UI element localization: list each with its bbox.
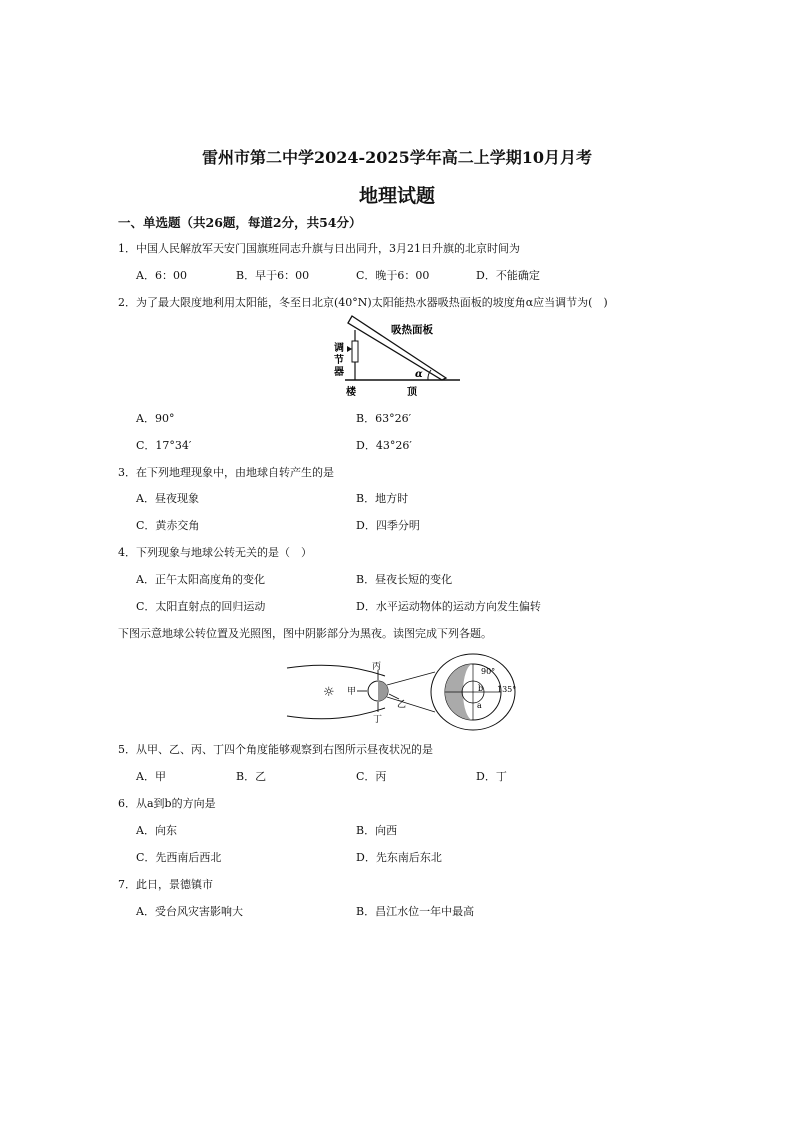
question-1-option-a: A．6：00 [136,269,187,282]
question-2-option-c: C．17°34′ [136,439,192,452]
question-5-option-c: C．丙 [356,770,387,783]
exam-title: 雷州市第二中学2024-2025学年高二上学期10月月考 [202,148,592,167]
regulator-box [352,341,358,362]
regulator-label-3: 器 [334,367,344,378]
regulator-arrow [347,346,352,352]
question-7-stem: 7．此日，景德镇市 [118,878,213,891]
exam-subtitle: 地理试题 [358,185,435,207]
question-3-stem: 3．在下列地理现象中，由地球自转产生的是 [118,466,334,479]
label-90: 90° [481,667,496,676]
label-b: b [478,684,484,693]
question-7-option-b: B．昌江水位一年中最高 [356,905,475,918]
angle-label: α [415,369,423,380]
label-bing: 丙 [372,662,382,672]
question-4-stem: 4．下列现象与地球公转无关的是（ ） [118,546,312,559]
question-2-option-a: A．90° [136,412,175,425]
question-3-option-a: A．昼夜现象 [136,492,199,505]
question-4-option-c: C．太阳直射点的回归运动 [136,600,266,613]
earth-small-night [378,681,388,701]
question-5-stem: 5．从甲、乙、丙、丁四个角度能够观察到右图所示昼夜状况的是 [118,743,433,756]
question-3-option-c: C．黄赤交角 [136,519,200,532]
question-4-option-b: B．昼夜长短的变化 [356,573,453,586]
question-1-option-b: B．早于6：00 [236,269,310,282]
label-135: 135° [497,685,517,694]
question-6-option-c: C．先西南后西北 [136,851,222,864]
question-5-option-b: B．乙 [236,770,267,783]
question-2-stem: 2．为了最大限度地利用太阳能，冬至日北京(40°N)太阳能热水器吸热面板的坡度角α应当调节为( ) [118,296,608,309]
question-6-option-d: D．先东南后东北 [356,851,442,864]
label-jia: 甲 [347,687,357,697]
orbit-illumination-figure [285,650,520,732]
question-3-option-d: D．四季分明 [356,519,420,532]
question-1-option-c: C．晚于6：00 [356,269,430,282]
label-ding: 丁 [373,715,383,725]
question-6-option-b: B．向西 [356,824,398,837]
question-5-option-d: D．丁 [476,770,507,783]
question-2-option-b: B．63°26′ [356,412,412,425]
question-2-option-d: D．43°26′ [356,439,412,452]
section-heading: 一、单选题（共26题，每道2分，共54分） [118,215,362,230]
orbit-upper [287,665,385,676]
roof-label: 顶 [407,387,417,398]
question-3-option-b: B．地方时 [356,492,409,505]
sun-icon: ☼ [323,685,335,700]
building-label: 楼 [346,387,356,398]
question-7-option-a: A．受台风灾害影响大 [136,905,243,918]
regulator-label-2: 节 [334,355,344,366]
question-6-option-a: A．向东 [136,824,177,837]
question-5-option-a: A．甲 [136,770,166,783]
question-1-stem: 1．中国人民解放军天安门国旗班同志升旗与日出同升，3月21日升旗的北京时间为 [118,242,520,255]
question-6-stem: 6．从a到b的方向是 [118,797,216,810]
label-a: a [477,701,482,710]
question-1-option-d: D．不能确定 [476,269,540,282]
panel-label: 吸热面板 [391,324,433,336]
label-yi: 乙 [397,700,407,710]
regulator-label-1: 调 [334,343,344,354]
question-4-option-d: D．水平运动物体的运动方向发生偏转 [356,600,541,613]
zoom-line-bottom [387,697,435,712]
question-4-option-a: A．正午太阳高度角的变化 [136,573,265,586]
figure-intro: 下图示意地球公转位置及光照图，图中阴影部分为黑夜。读图完成下列各题。 [118,627,492,640]
solar-panel-figure [325,313,470,401]
orbit-lower [287,708,385,719]
zoom-line-top [387,672,435,685]
